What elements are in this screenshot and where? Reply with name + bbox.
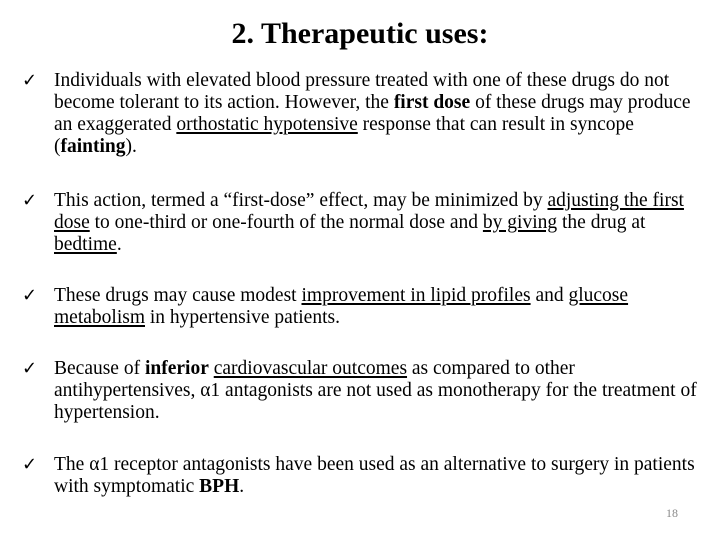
text-segment: These drugs may cause modest: [54, 285, 302, 306]
text-segment: Individuals with elevated blood pressure treated with one of these drugs do not become tolerant to its action. However, the: [54, 70, 670, 113]
bullet-text: [54, 70, 709, 158]
text-segment: This action, termed a “first-dose” effect, may be minimized by: [54, 190, 548, 211]
bullet-text: [54, 454, 709, 498]
text-segment: The α1 receptor antagonists have been used as an alternative to surgery in patients with symptomatic: [54, 454, 695, 497]
underlined-phrase: cardiovascular outcomes: [213, 358, 408, 379]
text-segment: and: [530, 285, 569, 306]
checkmark-icon: ✓: [22, 70, 38, 91]
underlined-phrase: orthostatic hypotensive: [176, 114, 358, 135]
text-segment: .: [116, 234, 122, 255]
bullet-text: [54, 190, 709, 256]
text-segment: ).: [125, 136, 137, 157]
text-segment: to one-third or one-fourth of the normal dose and: [89, 212, 483, 233]
underlined-phrase: by giving: [482, 212, 558, 233]
underlined-phrase: bedtime: [54, 234, 117, 255]
checkmark-icon: ✓: [22, 454, 38, 475]
text-segment: the drug at: [557, 212, 646, 233]
checkmark-icon: ✓: [22, 285, 38, 306]
bold-phrase: fainting: [60, 136, 126, 157]
text-segment: in hypertensive patients.: [145, 307, 340, 328]
underlined-phrase: adjusting the first dose: [54, 190, 684, 233]
text-segment: response that can result in syncope (: [54, 114, 634, 157]
text-segment: as compared to other antihypertensives, α1 antagonists are not used as monotherapy for the treatment of hypertension.: [54, 358, 697, 423]
text-segment: of these drugs may produce an exaggerated: [54, 92, 691, 135]
checkmark-icon: ✓: [22, 358, 38, 379]
bullet-text: [54, 358, 709, 424]
text-segment: .: [239, 476, 245, 497]
bold-phrase: BPH: [199, 476, 240, 497]
checkmark-icon: ✓: [22, 190, 38, 211]
bold-phrase: inferior: [144, 358, 209, 379]
underlined-phrase: glucose metabolism: [54, 285, 629, 328]
text-segment: Because of: [54, 358, 145, 379]
underlined-phrase: improvement in lipid profiles: [301, 285, 531, 306]
slide-title: 2. Therapeutic uses:: [231, 17, 489, 50]
bold-phrase: first dose: [393, 92, 471, 113]
page-number: 18: [666, 506, 678, 520]
bullet-text: [54, 285, 709, 329]
